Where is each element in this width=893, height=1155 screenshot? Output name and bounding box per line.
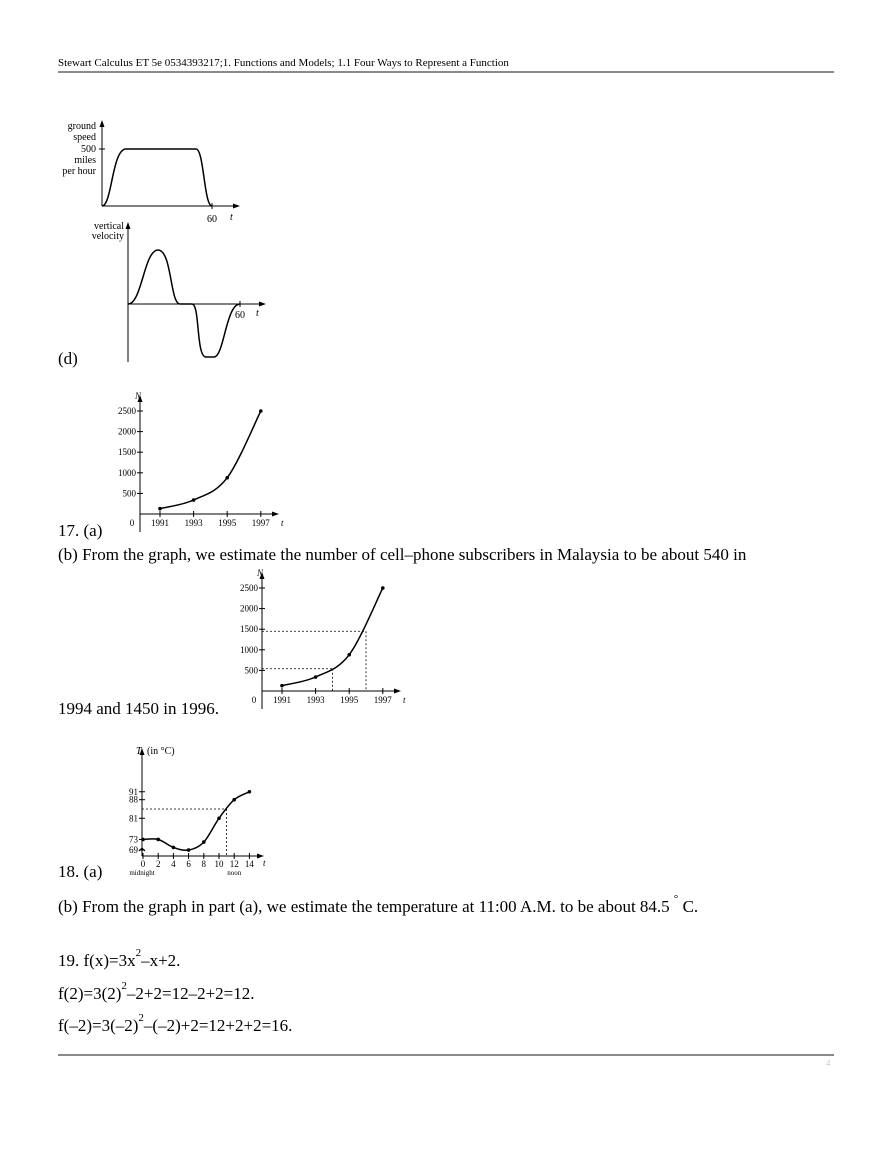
data-point-1993 <box>192 498 196 502</box>
part-d-label: (d) <box>58 349 78 368</box>
y-tick-label-1500: 1500 <box>118 447 136 458</box>
vertical-velocity-label-1: vertical <box>94 221 124 232</box>
x-arrow <box>394 689 401 694</box>
header-rule <box>58 71 834 73</box>
y-tick-label-1000: 1000 <box>118 467 136 478</box>
data-point-14 <box>248 790 252 794</box>
x-tick-label-6: 6 <box>186 859 191 869</box>
y-tick-label-91: 91 <box>129 786 138 797</box>
q17-text-b-line2: 1994 and 1450 in 1996. <box>58 699 220 718</box>
x-axis-label: t <box>256 308 259 319</box>
q17-text-b-line1: (b) From the graph, we estimate the number of cell–phone subscribers in Malaysia to be about 540 in <box>58 545 747 564</box>
y-tick-label-2000: 2000 <box>118 426 136 437</box>
ground-speed-label-3: 500 <box>81 144 96 155</box>
ground-speed-label-1: ground <box>67 121 96 132</box>
data-point-1995 <box>347 653 351 657</box>
q18-label-a: 18. (a) <box>58 862 103 881</box>
q19-l2-b: –2+2=12–2+2=12. <box>126 984 255 1003</box>
q18-text-b-main: (b) From the graph in part (a), we estimate the temperature at 11:00 A.M. to be about 84.5 <box>58 897 670 916</box>
degree-symbol: ° <box>673 893 679 905</box>
q19-l3-a: f(–2)=3(–2) <box>58 1016 139 1035</box>
q19-l2-sup: 2 <box>121 980 127 992</box>
x-tick-label-1991: 1991 <box>273 695 291 705</box>
data-point-8 <box>202 840 206 844</box>
x-tick-label-8: 8 <box>201 859 207 869</box>
x-tick-label-1993: 1993 <box>184 518 203 528</box>
q19-l1-sup: 2 <box>135 947 142 959</box>
y-arrow <box>126 222 131 229</box>
y-tick-label-2000: 2000 <box>240 603 258 614</box>
data-point-1991 <box>280 684 284 688</box>
origin-label: 0 <box>251 695 257 705</box>
x-axis-label: t <box>403 695 406 705</box>
data-point-1991 <box>158 507 162 511</box>
y-axis-unit: (in °C) <box>147 746 175 757</box>
y-tick-label-81: 81 <box>129 813 138 824</box>
y-axis-label: T <box>136 746 142 757</box>
y-tick-label-500: 500 <box>244 665 258 676</box>
x-tick-label-1995: 1995 <box>340 695 359 705</box>
y-tick-label-88: 88 <box>129 794 138 805</box>
y-tick-label-1000: 1000 <box>240 644 258 655</box>
data-point-1995 <box>225 476 229 480</box>
x-tick-label-1997: 1997 <box>251 518 270 528</box>
x-arrow <box>259 302 266 307</box>
x-axis-label: t <box>263 858 266 868</box>
y-axis-label: N <box>257 568 264 578</box>
x-arrow <box>233 204 240 209</box>
subscribers-chart-b <box>222 566 422 711</box>
data-point-2 <box>156 838 160 842</box>
y-tick-label-2500: 2500 <box>118 406 136 416</box>
data-point-1993 <box>314 675 318 679</box>
q19-l3-sup: 2 <box>138 1012 144 1024</box>
x-tick-label-60: 60 <box>207 214 217 225</box>
ground-speed-label-2: speed <box>73 132 96 143</box>
ground-speed-curve <box>102 149 212 206</box>
data-point-1997 <box>381 586 385 590</box>
y-tick-label-69: 69 <box>129 845 138 856</box>
ground-speed-label-4: miles <box>74 155 96 166</box>
y-tick-label-500: 500 <box>122 488 136 499</box>
data-point-12 <box>232 798 236 802</box>
q19-l1-a: 19. f(x)=3x <box>58 951 136 970</box>
page-header: Stewart Calculus ET 5e 0534393217;1. Functions and Models; 1.1 Four Ways to Represent a Function <box>58 57 509 69</box>
x-axis-label: t <box>230 212 233 223</box>
footer-rule <box>58 1054 834 1056</box>
subscribers-chart-a <box>100 389 300 534</box>
q18-text-b-end: C. <box>682 897 699 916</box>
ground-speed-label-5: per hour <box>62 166 96 177</box>
q19-l1-b: –x+2. <box>141 951 181 970</box>
y-tick-label-2500: 2500 <box>240 583 258 593</box>
q19-line2 <box>58 980 255 1004</box>
q19-line1 <box>58 947 180 971</box>
x-tick-label-60: 60 <box>235 310 245 321</box>
y-axis-label: N <box>135 391 142 401</box>
q18-text-b <box>58 893 698 917</box>
x-tick-label-12: 12 <box>229 859 239 869</box>
data-point-4 <box>172 846 176 850</box>
vertical-velocity-label-2: velocity <box>91 231 124 242</box>
data-point-10 <box>217 816 221 820</box>
x-tick-label-2: 2 <box>155 859 161 869</box>
data-point-1997 <box>259 409 263 413</box>
x-arrow <box>272 512 279 517</box>
data-point-6 <box>187 848 191 852</box>
ground-speed-graph <box>56 118 246 230</box>
x-tick-label-10: 10 <box>214 859 224 869</box>
q17-label-a: 17. (a) <box>58 521 103 540</box>
x-tick-label-4: 4 <box>171 859 176 869</box>
subscribers-curve <box>160 411 261 509</box>
origin-label: 0 <box>129 518 135 528</box>
y-arrow <box>100 120 105 127</box>
q19-line3 <box>58 1012 292 1036</box>
x-tick-label-1995: 1995 <box>218 518 237 528</box>
subscribers-curve <box>282 588 383 686</box>
x-tick-label-14: 14 <box>244 859 254 869</box>
x-tick-label-1993: 1993 <box>306 695 325 705</box>
midnight-label: midnight <box>129 869 155 877</box>
x-tick-label-0: 0 <box>140 859 146 869</box>
page-number: 4 <box>826 1058 831 1068</box>
q19-l2-a: f(2)=3(2) <box>58 984 122 1003</box>
q19-l3-b: –(–2)+2=12+2+2=16. <box>143 1016 293 1035</box>
x-tick-label-1991: 1991 <box>151 518 169 528</box>
temperature-chart <box>100 745 290 880</box>
y-tick-label-73: 73 <box>129 834 138 845</box>
x-tick-label-1997: 1997 <box>373 695 392 705</box>
data-point-0 <box>141 838 145 842</box>
y-tick-label-1500: 1500 <box>240 624 258 635</box>
vertical-velocity-graph <box>86 220 276 365</box>
noon-label: noon <box>227 869 242 877</box>
x-axis-label: t <box>281 518 284 528</box>
